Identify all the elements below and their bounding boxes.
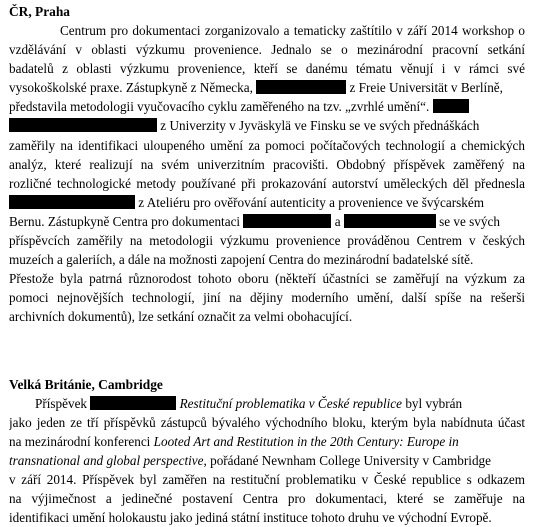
text-line: příspěvcích zaměřily na metodologii výzkumu provenience prováděnou Centrem v českých (9, 231, 525, 250)
redaction-bar (256, 80, 346, 94)
text-span: představila metodologii vyučovacího cyklu zaměřeného na tzv. „zvrhlé umění“. (9, 99, 429, 114)
text-line (9, 394, 525, 413)
redaction-bar (344, 214, 436, 228)
section-heading-cambridge: Velká Británie, Cambridge (9, 376, 525, 394)
text-line (9, 193, 525, 212)
text-line (9, 432, 525, 451)
redaction-bar (9, 195, 135, 209)
text-line: Centrum pro dokumentaci zorganizovalo a tematicky zaštítilo v září 2014 workshop o (9, 21, 525, 40)
text-line (9, 78, 525, 97)
text-span: z Freie Universität v Berlíně, (350, 80, 503, 95)
redaction-bar (433, 99, 469, 113)
text-line (9, 451, 525, 470)
text-line: muzeích a galeriích, a dále na možnosti zapojení Centra do mezinárodní badatelské sítě. (9, 250, 525, 269)
text-line: identifikaci umění holokaustu jako jediná státní instituce tohoto druhu ve východní Evropě. (9, 508, 525, 527)
text-line: Přestože byla patrná různorodost tohoto oboru (někteří účastníci se zaměřují na výzkum za (9, 269, 525, 288)
text-span: Příspěvek (35, 396, 87, 411)
text-line: vzdělávání v oblasti výzkumu provenience. Jednalo se o mezinárodní pracovní setkání (9, 40, 525, 59)
section-heading-praha: ČR, Praha (9, 3, 525, 21)
text-span: , pořádané Newnham College University v Cambridge (204, 453, 492, 468)
section-spacer (9, 327, 525, 376)
text-span: na mezinárodní konferenci (9, 434, 150, 449)
conference-title: transnational and global perspective (9, 453, 204, 468)
text-line: rozličné technologické metody používané při prokazování autorství uměleckých děl přednesla (9, 174, 525, 193)
redaction-bar (9, 118, 157, 132)
redaction-bar (90, 396, 176, 410)
text-span: z Ateliéru pro ověřování autenticity a provenience ve švýcarském (138, 195, 484, 210)
text-line (9, 116, 525, 135)
text-span: se ve svých (439, 214, 500, 229)
text-line: zaměřily na identifikaci uloupeného umění za pomoci počítačových technologií a chemických (9, 136, 525, 155)
text-line: badatelů z oblasti výzkumu provenience, kteří se danému tématu věnují i v rámci své (9, 59, 525, 78)
paper-title: Restituční problematika v České republice (180, 396, 402, 411)
text-span: a (335, 214, 341, 229)
text-line: na výjimečnost a jedinečné postavení Centra pro dokumentaci, které se zaměřuje na (9, 489, 525, 508)
text-line (9, 97, 525, 116)
text-line (9, 212, 525, 231)
conference-title: Looted Art and Restitution in the 20th Century: Europe in (154, 434, 459, 449)
document-body (9, 3, 525, 527)
text-span: byl vybrán (405, 396, 462, 411)
text-line: v září 2014. Příspěvek byl zaměřen na restituční problematiku v České republice s odkazem (9, 470, 525, 489)
text-span: Bernu. Zástupkyně Centra pro dokumentaci (9, 214, 240, 229)
text-line: jako jeden ze tří příspěvků zástupců bývalého východního bloku, kterým byla nabídnuta účast (9, 413, 525, 432)
text-line: archivních dokumentů), lze setkání označit za velmi obohacující. (9, 307, 525, 326)
paragraph-praha (9, 21, 525, 327)
text-span: z Univerzity v Jyväskylä ve Finsku se ve svých přednáškách (160, 118, 479, 133)
text-line: pomoci nejnovějších technologií, jiní na dějiny moderního umění, další spíše na rešerši (9, 288, 525, 307)
redaction-bar (243, 214, 331, 228)
text-span: vysokoškolské praxe. Zástupkyně z Německa, (9, 80, 253, 95)
text-line: analýz, které realizují na svém univerzitním pracovišti. Obdobný příspěvek zaměřený na (9, 155, 525, 174)
